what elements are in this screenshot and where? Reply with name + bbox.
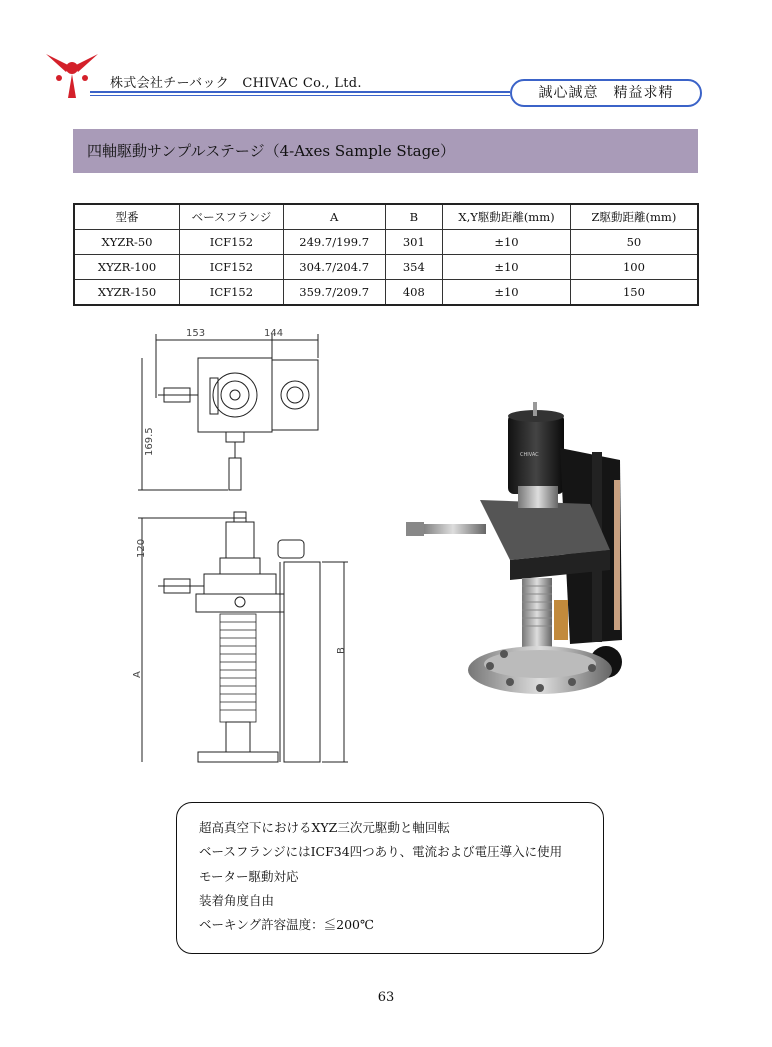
table-header: B — [385, 204, 443, 230]
header-rule — [90, 91, 510, 93]
table-header: Z駆動距離(mm) — [570, 204, 698, 230]
company-name: 株式会社チーバック CHIVAC Co., Ltd. — [110, 76, 362, 91]
technical-drawing — [128, 318, 368, 770]
table-cell: ±10 — [443, 280, 571, 306]
dim-144-label: 144 — [264, 328, 284, 339]
table-header: X,Y駆動距離(mm) — [443, 204, 571, 230]
table-cell: XYZR-100 — [74, 255, 180, 280]
page-number: 63 — [377, 990, 395, 1005]
feature-item: 超高真空下におけるXYZ三次元駆動と軸回転 — [199, 820, 450, 835]
feature-item: モーター駆動対応 — [199, 868, 299, 884]
dim-120-label: 120 — [136, 538, 147, 558]
table-cell: ICF152 — [180, 230, 284, 255]
table-cell: 150 — [570, 280, 698, 306]
table-cell: 50 — [570, 230, 698, 255]
table-header: A — [283, 204, 385, 230]
table-row — [74, 280, 698, 306]
table-cell: 359.7/209.7 — [283, 280, 385, 306]
page-title: 四軸駆動サンプルステージ（4-Axes Sample Stage） — [73, 129, 698, 173]
header-rule-thin — [90, 95, 510, 96]
table-cell: 304.7/204.7 — [283, 255, 385, 280]
table-cell: ICF152 — [180, 255, 284, 280]
table-cell: XYZR-50 — [74, 230, 180, 255]
motto-badge: 誠心誠意 精益求精 — [510, 79, 702, 107]
table-row — [74, 230, 698, 255]
table-header-row — [74, 204, 698, 230]
spec-table — [73, 203, 699, 306]
dim-a-label: A — [132, 671, 143, 678]
table-cell: ±10 — [443, 230, 571, 255]
dim-b-label: B — [336, 647, 347, 654]
feature-item: 装着角度自由 — [199, 892, 275, 908]
table-cell: 100 — [570, 255, 698, 280]
table-header: ベースフランジ — [180, 204, 284, 230]
table-cell: 354 — [385, 255, 443, 280]
table-row — [74, 255, 698, 280]
dim-153-label: 153 — [186, 328, 206, 339]
product-photo — [400, 400, 640, 700]
table-cell: XYZR-150 — [74, 280, 180, 306]
table-cell: ICF152 — [180, 280, 284, 306]
feature-item: ベーキング許容温度：≦200℃ — [199, 917, 374, 933]
table-cell: 301 — [385, 230, 443, 255]
table-header: 型番 — [74, 204, 180, 230]
feature-item: ベースフランジにはICF34四つあり、電流および電圧導入に使用 — [199, 844, 563, 860]
table-cell: 408 — [385, 280, 443, 306]
motor-label: CHIVAC — [520, 452, 539, 458]
features-box — [176, 802, 604, 954]
dim-169-5-label: 169.5 — [144, 427, 155, 456]
table-cell: 249.7/199.7 — [283, 230, 385, 255]
table-cell: ±10 — [443, 255, 571, 280]
